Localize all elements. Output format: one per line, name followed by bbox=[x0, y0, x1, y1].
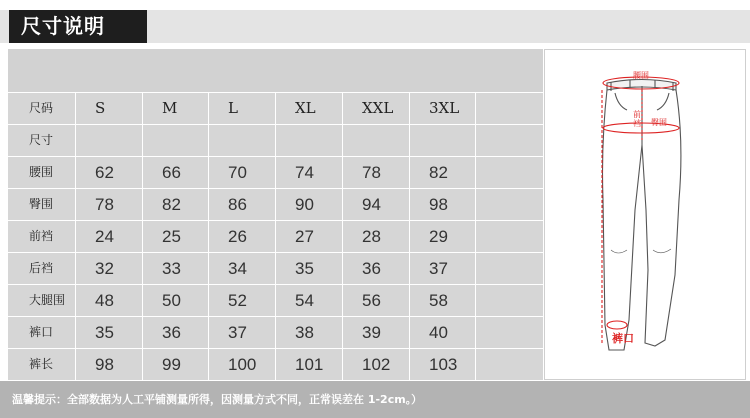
table-cell: 36 bbox=[342, 253, 408, 284]
table-row bbox=[8, 252, 543, 284]
row-label: 后裆 bbox=[29, 261, 54, 275]
page-title: 尺寸说明 bbox=[9, 10, 147, 43]
size-header-label: 尺码 bbox=[29, 101, 54, 115]
table-cell: 34 bbox=[208, 253, 274, 284]
size-header-cell: L bbox=[208, 93, 274, 124]
table-cell: 82 bbox=[409, 157, 475, 188]
table-cell: 27 bbox=[275, 221, 341, 252]
table-cell bbox=[75, 125, 141, 156]
table-cell: 82 bbox=[142, 189, 208, 220]
table-row bbox=[8, 316, 543, 348]
table-cell: 62 bbox=[75, 157, 141, 188]
table-cell bbox=[342, 125, 408, 156]
table-cell bbox=[409, 125, 475, 156]
trousers-illustration bbox=[545, 50, 745, 379]
size-header-row bbox=[8, 92, 543, 124]
table-top-band bbox=[8, 49, 543, 92]
waist-label: 腰围 bbox=[633, 71, 649, 80]
table-cell: 50 bbox=[142, 285, 208, 316]
table-cell: 48 bbox=[75, 285, 141, 316]
row-label: 裤长 bbox=[29, 357, 54, 371]
table-cell: 36 bbox=[142, 317, 208, 348]
table-cell-empty bbox=[475, 317, 542, 348]
front-rise-label: 前裆 bbox=[633, 110, 641, 128]
table-cell: 74 bbox=[275, 157, 341, 188]
table-cell: 66 bbox=[142, 157, 208, 188]
hem-label: 裤口 bbox=[612, 332, 634, 345]
table-cell: 35 bbox=[275, 253, 341, 284]
row-label: 尺寸 bbox=[29, 133, 54, 147]
table-cell-empty bbox=[475, 285, 542, 316]
row-label: 大腿围 bbox=[29, 293, 66, 307]
table-cell: 33 bbox=[142, 253, 208, 284]
table-row bbox=[8, 284, 543, 316]
row-label: 臀围 bbox=[29, 197, 54, 211]
row-label: 裤口 bbox=[29, 325, 54, 339]
table-cell: 32 bbox=[75, 253, 141, 284]
table-cell: 38 bbox=[275, 317, 341, 348]
table-cell: 37 bbox=[409, 253, 475, 284]
size-header-cell: XXL bbox=[342, 93, 408, 124]
measurement-note: 温馨提示：全部数据为人工平铺测量所得，因测量方式不同，正常误差在 1-2cm。） bbox=[12, 393, 423, 406]
table-cell-empty bbox=[475, 349, 542, 380]
table-row bbox=[8, 188, 543, 220]
size-header-cell: XL bbox=[275, 93, 341, 124]
table-cell: 101 bbox=[275, 349, 341, 380]
table-cell bbox=[275, 125, 341, 156]
table-cell-empty bbox=[475, 125, 542, 156]
table-cell: 40 bbox=[409, 317, 475, 348]
table-cell: 58 bbox=[409, 285, 475, 316]
table-cell: 28 bbox=[342, 221, 408, 252]
hip-label: 臀围 bbox=[651, 118, 667, 127]
table-cell bbox=[208, 125, 274, 156]
table-cell: 35 bbox=[75, 317, 141, 348]
table-cell: 98 bbox=[409, 189, 475, 220]
table-cell-empty bbox=[475, 157, 542, 188]
table-cell: 52 bbox=[208, 285, 274, 316]
table-cell: 94 bbox=[342, 189, 408, 220]
size-header-cell: M bbox=[142, 93, 208, 124]
table-row bbox=[8, 220, 543, 252]
table-row bbox=[8, 348, 543, 380]
table-cell-empty bbox=[475, 93, 542, 124]
size-header-cell: 3XL bbox=[409, 93, 475, 124]
table-cell: 99 bbox=[142, 349, 208, 380]
table-cell: 29 bbox=[409, 221, 475, 252]
table-cell: 102 bbox=[342, 349, 408, 380]
table-cell: 39 bbox=[342, 317, 408, 348]
table-row bbox=[8, 124, 543, 156]
row-label: 腰围 bbox=[29, 165, 54, 179]
table-cell: 98 bbox=[75, 349, 141, 380]
table-cell: 78 bbox=[75, 189, 141, 220]
table-cell: 24 bbox=[75, 221, 141, 252]
table-cell: 26 bbox=[208, 221, 274, 252]
table-cell: 56 bbox=[342, 285, 408, 316]
table-cell: 25 bbox=[142, 221, 208, 252]
table-cell bbox=[142, 125, 208, 156]
table-cell: 90 bbox=[275, 189, 341, 220]
table-cell-empty bbox=[475, 189, 542, 220]
table-cell: 78 bbox=[342, 157, 408, 188]
size-header-cell: S bbox=[75, 93, 141, 124]
row-label: 前裆 bbox=[29, 229, 54, 243]
table-cell: 70 bbox=[208, 157, 274, 188]
table-cell: 54 bbox=[275, 285, 341, 316]
table-cell-empty bbox=[475, 221, 542, 252]
table-cell: 37 bbox=[208, 317, 274, 348]
size-table bbox=[8, 49, 543, 380]
table-cell: 103 bbox=[409, 349, 475, 380]
table-cell: 100 bbox=[208, 349, 274, 380]
trousers-diagram bbox=[544, 49, 746, 380]
table-cell: 86 bbox=[208, 189, 274, 220]
table-cell-empty bbox=[475, 253, 542, 284]
table-row bbox=[8, 156, 543, 188]
